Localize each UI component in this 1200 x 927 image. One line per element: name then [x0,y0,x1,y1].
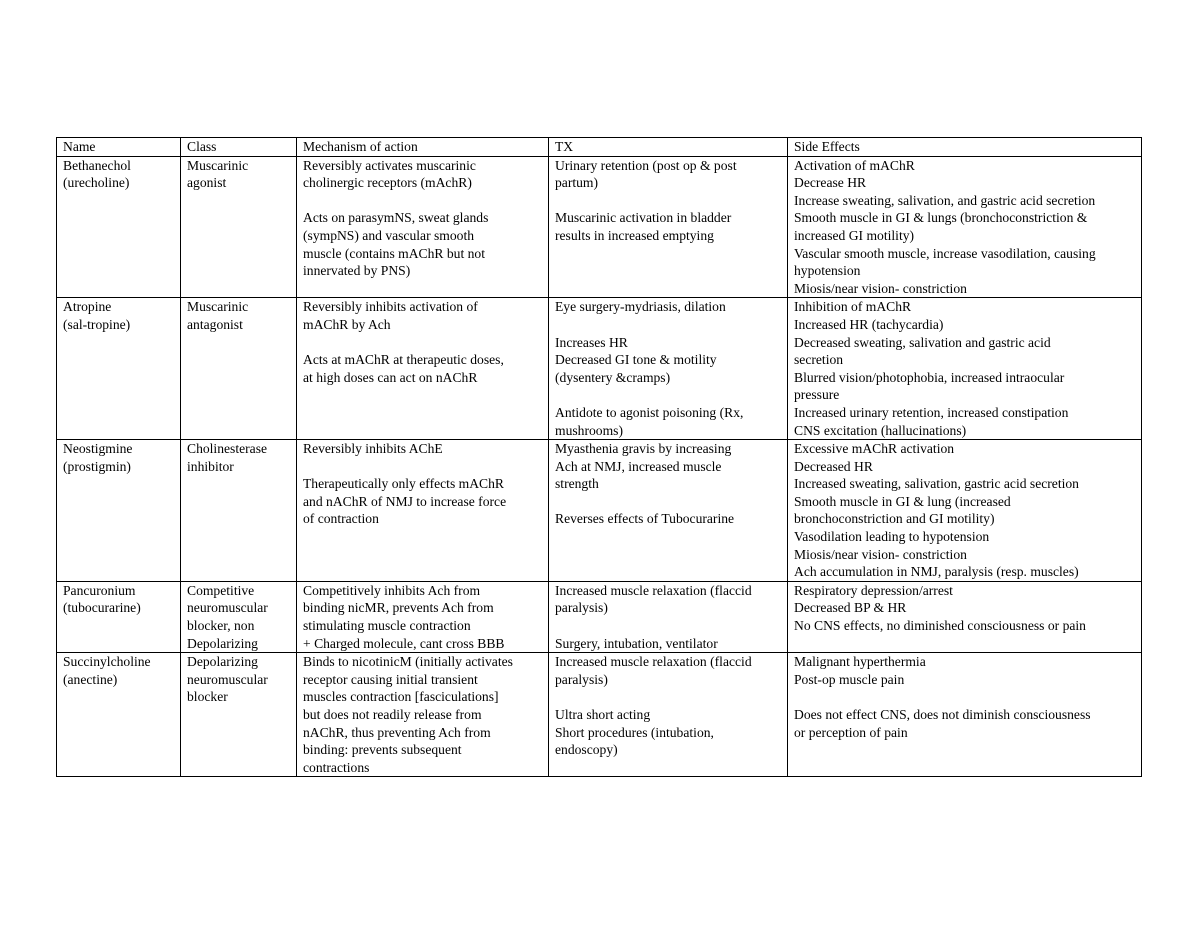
cell-line: receptor causing initial transient [303,671,478,687]
cell-class [181,298,297,440]
cell-line: Acts at mAChR at therapeutic doses, [303,352,504,368]
cell-class [181,653,297,777]
cell-line: No CNS effects, no diminished consciousness or pain [794,618,1086,634]
cell-line: Increase sweating, salivation, and gastric acid secretion [794,192,1096,208]
cell-line: Malignant hyperthermia [794,654,926,670]
cell-tx [549,653,788,777]
cell-line: Depolarizing [187,635,258,651]
header-name: Name [57,138,181,157]
cell-line: Increases HR [555,334,628,350]
cell-mechanism [297,581,549,652]
cell-side-effects [788,653,1142,777]
cell-line: results in increased emptying [555,227,714,243]
cell-line: (urecholine) [63,175,130,191]
cell-line: hypotension [794,263,861,279]
cell-line: Increased HR (tachycardia) [794,316,944,332]
cell-line: cholinergic receptors (mAchR) [303,175,472,191]
cell-line: Increased urinary retention, increased constipation [794,404,1069,420]
cell-class [181,581,297,652]
cell-line: bronchoconstriction and GI motility) [794,511,995,527]
cell-name [57,298,181,440]
cell-line: contractions [303,759,370,775]
header-tx: TX [549,138,788,157]
cell-line: neuromuscular [187,671,268,687]
cell-line: Decreased HR [794,458,873,474]
cell-line: inhibitor [187,458,234,474]
cell-line: muscle (contains mAChR but not [303,245,485,261]
line-gap [794,688,1141,706]
header-class: Class [181,138,297,157]
cell-line: but does not readily release from [303,707,482,722]
cell-line: Reversibly inhibits AChE [303,441,443,457]
cell-line: and nAChR of NMJ to increase force [303,493,507,509]
cell-line: blocker [187,689,228,705]
cell-line: blocker, non [187,618,255,634]
cell-tx [549,156,788,298]
cell-mechanism [297,298,549,440]
cell-line: pressure [794,387,840,403]
cell-side-effects [788,298,1142,440]
cell-line: Increased muscle relaxation (flaccid [555,582,752,598]
cell-line: (sympNS) and vascular smooth [303,227,475,243]
cell-line: Does not effect CNS, does not diminish consciousness [794,707,1091,722]
cell-class [181,156,297,298]
cell-line: Smooth muscle in GI & lungs (bronchoconstriction & [794,210,1088,226]
cell-line: Antidote to agonist poisoning (Rx, [555,404,744,420]
cell-line: Myasthenia gravis by increasing [555,441,732,457]
cell-line: stimulating muscle contraction [303,618,471,634]
cell-tx [549,440,788,582]
cell-line: Urinary retention (post op & post [555,157,737,173]
cell-line: mushrooms) [555,422,623,438]
cell-line: Depolarizing [187,654,258,670]
cell-line: Bethanechol [63,157,131,173]
cell-line: muscles contraction [fasciculations] [303,689,499,705]
header-side-effects: Side Effects [788,138,1142,157]
cell-line: Increased sweating, salivation, gastric acid secretion [794,476,1079,492]
line-gap [555,386,787,404]
line-gap [555,688,787,706]
cell-line: endoscopy) [555,742,618,758]
cell-mechanism [297,156,549,298]
cell-line: Decreased GI tone & motility [555,352,717,368]
cell-line: Inhibition of mAChR [794,299,912,315]
cell-line: Decreased BP & HR [794,600,907,616]
cell-line: Reversibly activates muscarinic [303,157,476,173]
cell-line: partum) [555,175,599,191]
cell-side-effects [788,440,1142,582]
cell-line: (anectine) [63,671,118,687]
cell-line: Cholinesterase [187,441,268,457]
cell-line: Vascular smooth muscle, increase vasodilation, causing [794,245,1096,261]
cell-line: Acts on parasymNS, sweat glands [303,210,489,226]
cell-line: Decreased sweating, salivation and gastric acid [794,334,1051,350]
cell-side-effects [788,581,1142,652]
line-gap [303,334,548,352]
cell-tx [549,298,788,440]
cell-line: Muscarinic [187,157,249,173]
cell-line: Miosis/near vision- constriction [794,280,967,296]
cell-name [57,440,181,582]
cell-name [57,156,181,298]
cell-line: strength [555,476,599,492]
cell-line: Short procedures (intubation, [555,724,714,740]
cell-line: antagonist [187,316,243,332]
table-row [57,653,1142,777]
cell-line: + Charged molecule, cant cross BBB [303,635,505,651]
cell-tx [549,581,788,652]
cell-line: innervated by PNS) [303,263,411,279]
cell-line: Vasodilation leading to hypotension [794,529,990,545]
cell-line: nAChR, thus preventing Ach from [303,724,491,740]
cell-line: Binds to nicotinicM (initially activates [303,654,513,670]
cell-line: mAChR by Ach [303,316,391,332]
cell-line: Post-op muscle pain [794,671,905,687]
drug-table [56,137,1142,777]
cell-line: Therapeutically only effects mAChR [303,476,504,492]
cell-line: Increased muscle relaxation (flaccid [555,654,752,670]
cell-line: Competitive [187,582,255,598]
cell-line: Respiratory depression/arrest [794,582,953,598]
cell-line: Ach accumulation in NMJ, paralysis (resp. muscles) [794,564,1079,580]
cell-line: Eye surgery-mydriasis, dilation [555,299,726,315]
cell-line: Muscarinic activation in bladder [555,210,732,226]
cell-name [57,653,181,777]
cell-line: (dysentery &cramps) [555,369,671,385]
cell-line: Excessive mAChR activation [794,441,955,457]
cell-line: Surgery, intubation, ventilator [555,635,718,651]
header-mechanism: Mechanism of action [297,138,549,157]
cell-line: paralysis) [555,600,608,616]
cell-line: Ach at NMJ, increased muscle [555,458,722,474]
cell-line: Reversibly inhibits activation of [303,299,478,315]
cell-mechanism [297,653,549,777]
cell-line: at high doses can act on nAChR [303,369,478,385]
cell-line: Blurred vision/photophobia, increased intraocular [794,369,1065,385]
cell-line: Ultra short acting [555,707,651,722]
cell-line: neuromuscular [187,600,268,616]
cell-line: CNS excitation (hallucinations) [794,422,967,438]
line-gap [555,192,787,210]
cell-line: agonist [187,175,227,191]
line-gap [303,458,548,476]
table-row [57,156,1142,298]
cell-line: Atropine [63,299,112,315]
cell-line: (tubocurarine) [63,600,141,616]
table-row [57,298,1142,440]
cell-side-effects [788,156,1142,298]
cell-line: of contraction [303,511,379,527]
cell-line: Succinylcholine [63,654,151,670]
table-header-row [57,138,1142,157]
cell-line: binding: prevents subsequent [303,742,462,758]
cell-line: Decrease HR [794,175,867,191]
table-row [57,440,1142,582]
cell-line: secretion [794,352,844,368]
cell-mechanism [297,440,549,582]
cell-line: Reverses effects of Tubocurarine [555,511,735,527]
line-gap [555,316,787,334]
cell-line: Competitively inhibits Ach from [303,582,481,598]
table-row [57,581,1142,652]
cell-line: Smooth muscle in GI & lung (increased [794,493,1011,509]
cell-line: Activation of mAChR [794,157,915,173]
cell-line: (prostigmin) [63,458,131,474]
cell-line: increased GI motility) [794,227,915,243]
cell-line: or perception of pain [794,724,908,740]
line-gap [303,192,548,210]
cell-line: Neostigmine [63,441,133,457]
cell-line: Miosis/near vision- constriction [794,546,967,562]
cell-line: (sal-tropine) [63,316,131,332]
cell-class [181,440,297,582]
cell-line: paralysis) [555,671,608,687]
cell-line: binding nicMR, prevents Ach from [303,600,494,616]
cell-name [57,581,181,652]
cell-line: Pancuronium [63,582,136,598]
line-gap [555,617,787,635]
cell-line: Muscarinic [187,299,249,315]
line-gap [555,493,787,511]
